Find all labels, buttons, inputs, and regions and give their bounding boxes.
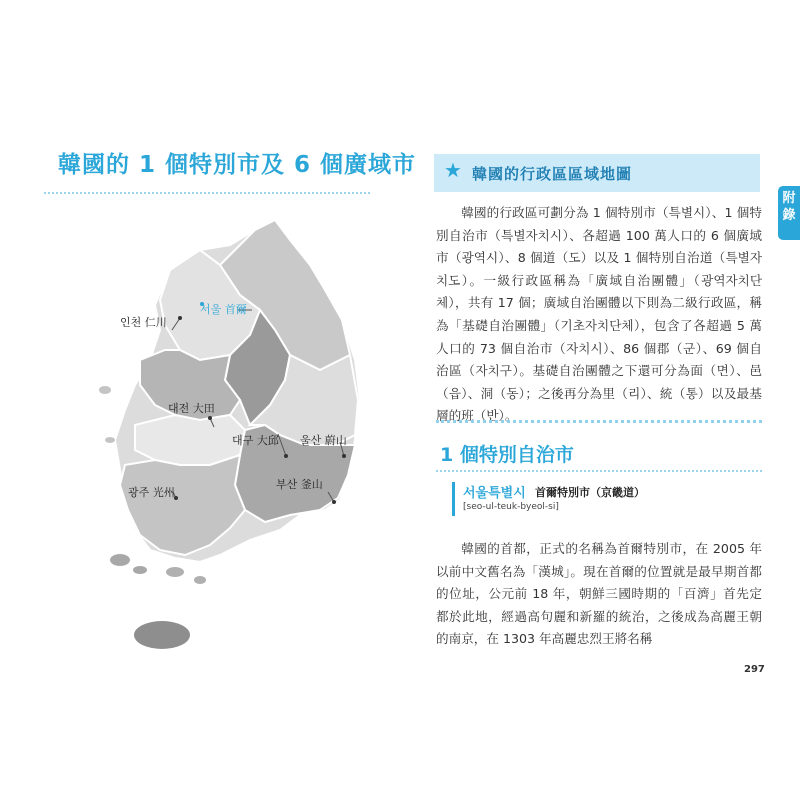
body-paragraph-1: 韓國的行政區可劃分為 1 個特別市（특별시）、1 個特別自治市（특별자치시）、各超過 100 萬人口的 6 個廣域市（광역시）、8 個道（도）以及 1 個特別自治道（특별자치도）。一級行政區稱為「廣域自治團體」（광역자치단체），共有 17 個；廣域自治團體以下則為二級行政區，稱為「基礎自治團體」（기초자치단체），包含了各超過 5 萬人口的 73 個自治市（자치시）、86 個郡（군）、69 個自治區（자치구）。基礎自治團體之下還可分為面（면）、邑（읍）、洞（동）；之後再分為里（리）、統（통）以及最基層的班（반）。 — [436, 205, 762, 424]
term-korean: 서울특별시 — [463, 486, 526, 501]
korea-map — [80, 210, 410, 660]
page-number: 297 — [744, 664, 765, 675]
title-divider — [44, 192, 370, 194]
jeju-island — [134, 621, 190, 649]
term-romanization: [seo-ul-teuk-byeol-si] — [463, 502, 559, 512]
appendix-tab: 附錄 — [778, 186, 800, 240]
region-jeonbuk — [135, 415, 245, 465]
body-paragraph-2: 韓國的首都，正式的名稱為首爾特別市，在 2005 年以前中文舊名為「漢城」。現在首爾的位置就是最早期首都的位址，公元前 18 年，朝鮮三國時期的「百濟」首先定都於此地，經過高句麗和新羅的統治，之後成為高麗王朝的南京，在 1303 年高麗忠烈王將名稱 — [436, 541, 762, 647]
map-label-seoul: 서울 首爾 — [200, 303, 247, 316]
island — [105, 437, 115, 443]
term-chinese: 首爾特別市（京畿道） — [535, 486, 645, 499]
map-label-busan: 부산 釜山 — [276, 478, 323, 491]
map-page-title: 韓國的 1 個特別市及 6 個廣域市 — [58, 152, 417, 178]
map-label-daegu: 대구 大邱 — [232, 434, 279, 447]
map-label-ulsan: 울산 蔚山 — [300, 434, 347, 447]
star-icon: ★ — [444, 158, 462, 182]
island — [166, 567, 184, 577]
island — [110, 554, 130, 566]
island — [99, 386, 111, 394]
section-title-divider — [436, 470, 762, 472]
section-divider — [436, 420, 762, 423]
term-tag — [452, 482, 645, 516]
section-header — [434, 154, 760, 192]
section-title: 1 個特別自治市 — [440, 444, 574, 466]
map-label-gwangju: 광주 光州 — [128, 486, 175, 499]
map-label-incheon: 인천 仁川 — [120, 316, 167, 329]
section-header-title: 韓國的行政區區域地圖 — [472, 165, 633, 183]
map-label-daejeon: 대전 大田 — [168, 402, 215, 415]
island — [133, 566, 147, 574]
island — [194, 576, 206, 584]
